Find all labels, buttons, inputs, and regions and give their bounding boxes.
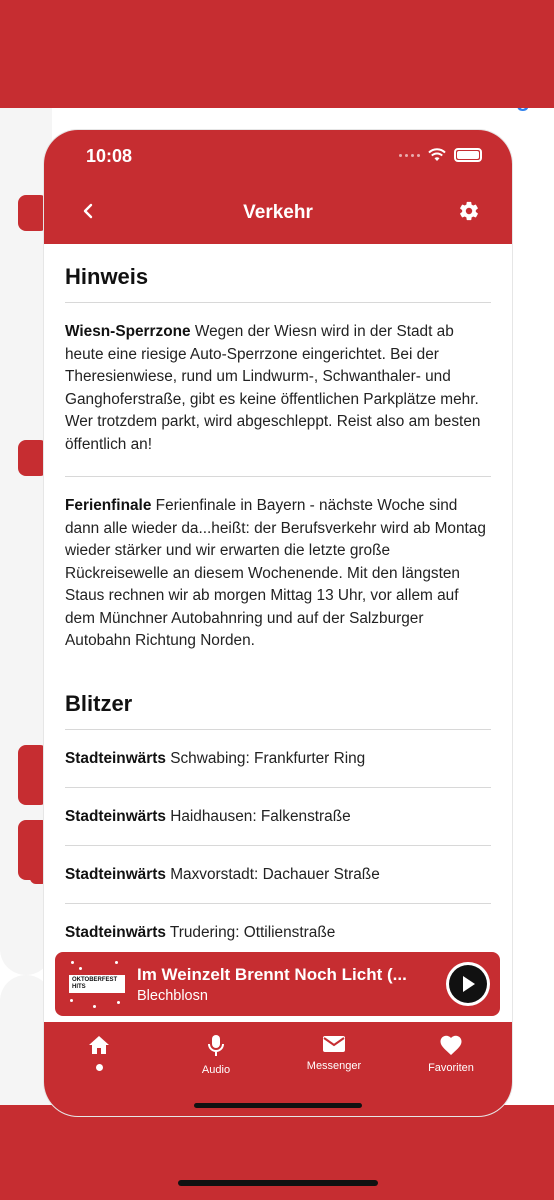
play-button[interactable] [446, 962, 490, 1006]
track-info[interactable] [137, 965, 446, 1004]
track-artist: Blechblosn [137, 987, 208, 1004]
mini-player[interactable] [55, 952, 500, 1016]
traffic-content [65, 244, 491, 962]
system-home-indicator[interactable] [178, 1180, 378, 1186]
notice-text: Wegen der Wiesn wird in der Stadt ab heute eine riesige Auto-Sperrzone eingerichtet. Bei der Theresienwiese, rund um Lindwurm-, Schwanthaler- und Ganghoferstraße, gibt es keine öffentlichen Parkplätze mehr. Wer trotzdem parkt, wird abgeschleppt. Reist also am besten öffentlich an! [65, 323, 481, 453]
camera-location: Trudering: Ottilienstraße [165, 923, 336, 941]
signal-dots-icon [399, 154, 420, 157]
notice-item [65, 303, 491, 477]
app-header [44, 130, 512, 244]
app-card[interactable] [44, 130, 512, 1116]
camera-location: Schwabing: Frankfurter Ring [165, 749, 366, 767]
section-title-hinweis: Hinweis [65, 244, 491, 303]
speed-camera-row [65, 788, 491, 846]
page-title: Verkehr [243, 202, 313, 223]
app-status-time: 10:08 [86, 146, 133, 166]
tab-label: Audio [201, 1064, 231, 1076]
speed-camera-row [65, 846, 491, 904]
notice-text: Ferienfinale in Bayern - nächste Woche sind dann alle wieder da...heißt: der Berufsverkehr wird ab Montag wieder stärker und wir erwarten die letzte große Rückreisewelle an diesem Wochenende. Mit den längsten Staus rechnen wir ab morgen Mittag 13 Uhr, vor allem auf dem Münchner Autobahnring und auf der Salzburger Autobahn Richtung Norden. [65, 497, 486, 649]
notice-title: Ferienfinale [65, 497, 152, 514]
album-cover [65, 955, 125, 1013]
camera-location: Maxvorstadt: Dachauer Straße [165, 865, 380, 883]
tab-audio[interactable] [166, 1034, 266, 1076]
app-home-indicator [194, 1103, 362, 1108]
notice-item [65, 477, 491, 673]
camera-direction: Stadteinwärts [65, 865, 166, 883]
tab-label: Messenger [306, 1060, 362, 1072]
notice-title: Wiesn-Sperrzone [65, 323, 191, 340]
app-battery-icon [454, 148, 482, 162]
speed-camera-row [65, 730, 491, 788]
camera-direction: Stadteinwärts [65, 807, 166, 825]
camera-location: Haidhausen: Falkenstraße [165, 807, 351, 825]
tab-messenger[interactable] [284, 1034, 384, 1072]
tab-label: Favoriten [428, 1062, 474, 1074]
track-title: Im Weinzelt Brennt Noch Licht (... [137, 964, 407, 984]
microphone-icon [206, 1034, 226, 1058]
active-tab-indicator [96, 1064, 103, 1071]
cover-text: OKTOBERFEST HITS [69, 975, 125, 993]
section-title-blitzer: Blitzer [65, 673, 491, 730]
app-status-icons [399, 148, 482, 162]
tab-bar [44, 1022, 512, 1116]
tab-favoriten[interactable] [401, 1034, 501, 1074]
envelope-icon [322, 1034, 346, 1054]
tab-home[interactable] [49, 1034, 149, 1071]
heart-icon [439, 1034, 463, 1056]
play-icon [459, 974, 477, 994]
wifi-icon [428, 148, 446, 162]
camera-direction: Stadteinwärts [65, 923, 166, 941]
camera-direction: Stadteinwärts [65, 749, 166, 767]
home-icon [87, 1034, 111, 1056]
gear-icon[interactable] [458, 200, 480, 222]
